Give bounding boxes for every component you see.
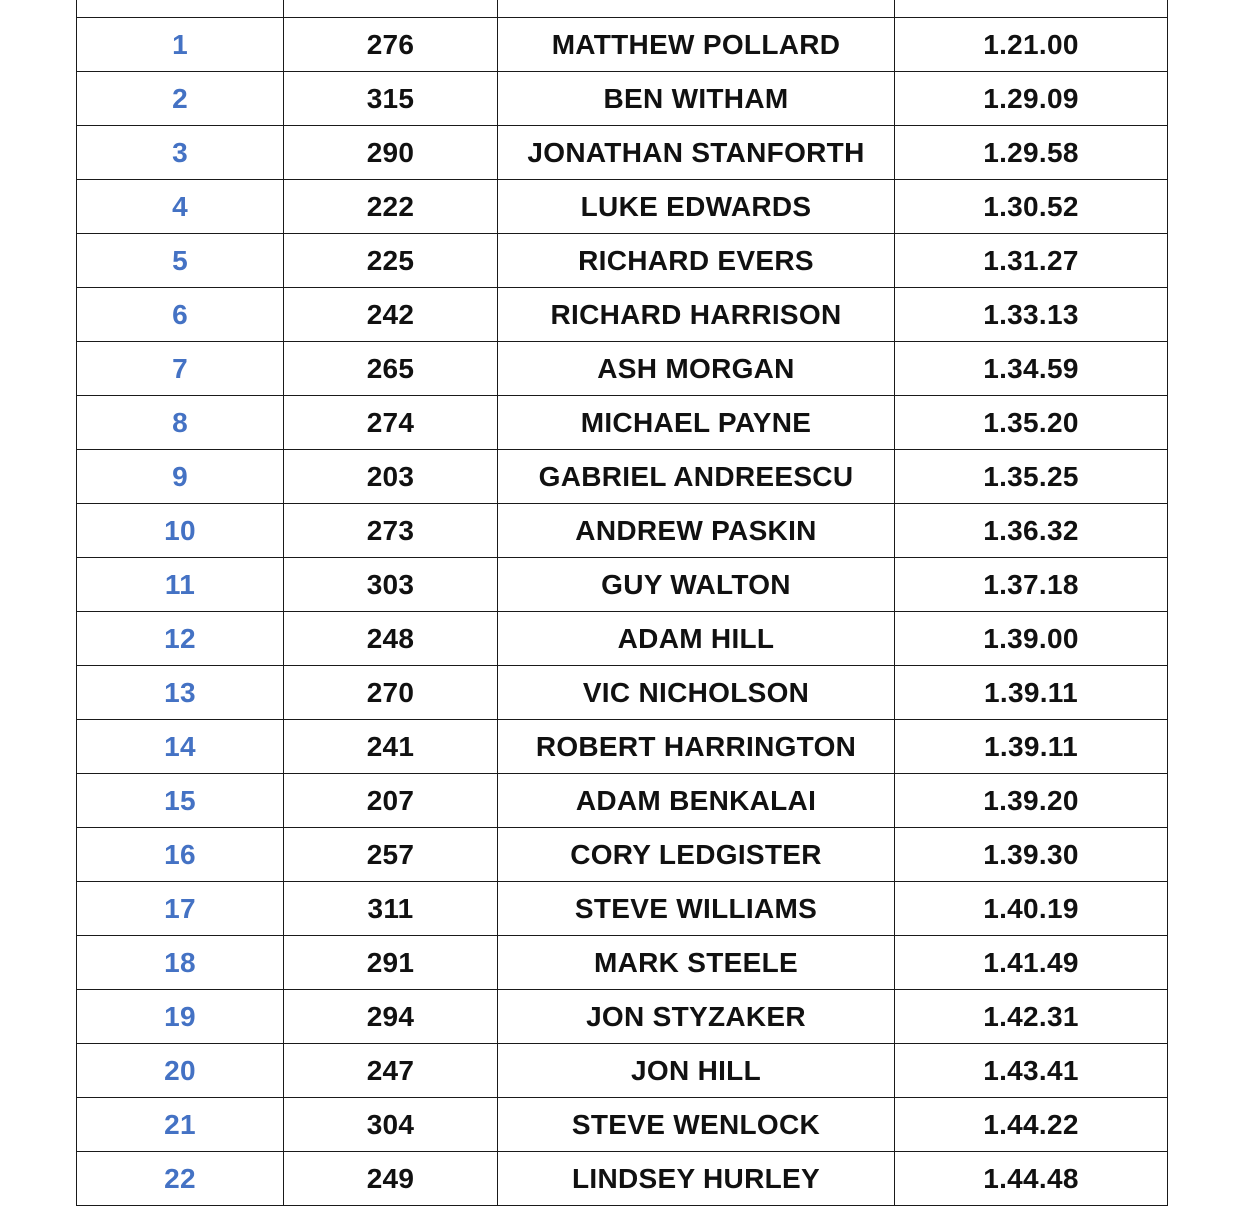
finish-time-cell: 1.44.48 bbox=[895, 1152, 1168, 1206]
runner-name-cell: MATTHEW POLLARD bbox=[498, 18, 895, 72]
position-cell: 4 bbox=[77, 180, 284, 234]
bib-number-cell: 225 bbox=[284, 234, 498, 288]
bib-number-cell: 294 bbox=[284, 990, 498, 1044]
table-row bbox=[77, 234, 1168, 288]
table-row bbox=[77, 72, 1168, 126]
table-row-partial-header bbox=[77, 0, 1168, 18]
bib-number-cell: 242 bbox=[284, 288, 498, 342]
runner-name-cell: CORY LEDGISTER bbox=[498, 828, 895, 882]
bib-number-cell: 241 bbox=[284, 720, 498, 774]
bib-number-cell: 222 bbox=[284, 180, 498, 234]
position-cell: 1 bbox=[77, 18, 284, 72]
bib-number-cell: 207 bbox=[284, 774, 498, 828]
bib-number-cell: 311 bbox=[284, 882, 498, 936]
finish-time-cell: 1.44.22 bbox=[895, 1098, 1168, 1152]
finish-time-cell: 1.39.11 bbox=[895, 720, 1168, 774]
bib-number-cell: 203 bbox=[284, 450, 498, 504]
position-cell: 14 bbox=[77, 720, 284, 774]
bib-number-cell: 276 bbox=[284, 18, 498, 72]
bib-number-cell: 315 bbox=[284, 72, 498, 126]
finish-time-cell: 1.39.30 bbox=[895, 828, 1168, 882]
finish-time-cell: 1.37.18 bbox=[895, 558, 1168, 612]
table-row bbox=[77, 126, 1168, 180]
runner-name-cell: MICHAEL PAYNE bbox=[498, 396, 895, 450]
position-cell: 3 bbox=[77, 126, 284, 180]
finish-time-cell: 1.29.09 bbox=[895, 72, 1168, 126]
table-row bbox=[77, 828, 1168, 882]
partial-cell bbox=[895, 0, 1168, 18]
runner-name-cell: STEVE WILLIAMS bbox=[498, 882, 895, 936]
table-row bbox=[77, 18, 1168, 72]
runner-name-cell: ROBERT HARRINGTON bbox=[498, 720, 895, 774]
runner-name-cell: ASH MORGAN bbox=[498, 342, 895, 396]
runner-name-cell: LUKE EDWARDS bbox=[498, 180, 895, 234]
finish-time-cell: 1.36.32 bbox=[895, 504, 1168, 558]
table-row bbox=[77, 504, 1168, 558]
runner-name-cell: RICHARD HARRISON bbox=[498, 288, 895, 342]
table-row bbox=[77, 558, 1168, 612]
finish-time-cell: 1.33.13 bbox=[895, 288, 1168, 342]
runner-name-cell: STEVE WENLOCK bbox=[498, 1098, 895, 1152]
table-row bbox=[77, 1152, 1168, 1206]
position-cell: 22 bbox=[77, 1152, 284, 1206]
finish-time-cell: 1.34.59 bbox=[895, 342, 1168, 396]
table-row bbox=[77, 774, 1168, 828]
bib-number-cell: 274 bbox=[284, 396, 498, 450]
bib-number-cell: 247 bbox=[284, 1044, 498, 1098]
table-row bbox=[77, 666, 1168, 720]
runner-name-cell: GABRIEL ANDREESCU bbox=[498, 450, 895, 504]
position-cell: 17 bbox=[77, 882, 284, 936]
table-row bbox=[77, 990, 1168, 1044]
bib-number-cell: 270 bbox=[284, 666, 498, 720]
bib-number-cell: 257 bbox=[284, 828, 498, 882]
finish-time-cell: 1.35.25 bbox=[895, 450, 1168, 504]
position-cell: 21 bbox=[77, 1098, 284, 1152]
runner-name-cell: ADAM BENKALAI bbox=[498, 774, 895, 828]
finish-time-cell: 1.30.52 bbox=[895, 180, 1168, 234]
runner-name-cell: MARK STEELE bbox=[498, 936, 895, 990]
table-row bbox=[77, 450, 1168, 504]
finish-time-cell: 1.39.00 bbox=[895, 612, 1168, 666]
position-cell: 18 bbox=[77, 936, 284, 990]
table-row bbox=[77, 720, 1168, 774]
bib-number-cell: 291 bbox=[284, 936, 498, 990]
results-table bbox=[76, 0, 1168, 1206]
table-row bbox=[77, 936, 1168, 990]
runner-name-cell: LINDSEY HURLEY bbox=[498, 1152, 895, 1206]
finish-time-cell: 1.42.31 bbox=[895, 990, 1168, 1044]
runner-name-cell: BEN WITHAM bbox=[498, 72, 895, 126]
table-row bbox=[77, 1098, 1168, 1152]
runner-name-cell: VIC NICHOLSON bbox=[498, 666, 895, 720]
finish-time-cell: 1.21.00 bbox=[895, 18, 1168, 72]
bib-number-cell: 304 bbox=[284, 1098, 498, 1152]
table-row bbox=[77, 882, 1168, 936]
runner-name-cell: JON STYZAKER bbox=[498, 990, 895, 1044]
finish-time-cell: 1.31.27 bbox=[895, 234, 1168, 288]
bib-number-cell: 249 bbox=[284, 1152, 498, 1206]
position-cell: 16 bbox=[77, 828, 284, 882]
runner-name-cell: RICHARD EVERS bbox=[498, 234, 895, 288]
finish-time-cell: 1.39.11 bbox=[895, 666, 1168, 720]
finish-time-cell: 1.39.20 bbox=[895, 774, 1168, 828]
runner-name-cell: GUY WALTON bbox=[498, 558, 895, 612]
position-cell: 8 bbox=[77, 396, 284, 450]
finish-time-cell: 1.29.58 bbox=[895, 126, 1168, 180]
bib-number-cell: 265 bbox=[284, 342, 498, 396]
position-cell: 7 bbox=[77, 342, 284, 396]
runner-name-cell: ADAM HILL bbox=[498, 612, 895, 666]
position-cell: 11 bbox=[77, 558, 284, 612]
position-cell: 12 bbox=[77, 612, 284, 666]
results-table-body bbox=[77, 0, 1168, 1206]
table-row bbox=[77, 288, 1168, 342]
position-cell: 2 bbox=[77, 72, 284, 126]
position-cell: 13 bbox=[77, 666, 284, 720]
bib-number-cell: 273 bbox=[284, 504, 498, 558]
table-row bbox=[77, 396, 1168, 450]
table-row bbox=[77, 612, 1168, 666]
position-cell: 20 bbox=[77, 1044, 284, 1098]
position-cell: 15 bbox=[77, 774, 284, 828]
finish-time-cell: 1.41.49 bbox=[895, 936, 1168, 990]
partial-cell bbox=[77, 0, 284, 18]
finish-time-cell: 1.43.41 bbox=[895, 1044, 1168, 1098]
table-row bbox=[77, 180, 1168, 234]
partial-cell bbox=[284, 0, 498, 18]
position-cell: 6 bbox=[77, 288, 284, 342]
finish-time-cell: 1.35.20 bbox=[895, 396, 1168, 450]
runner-name-cell: JON HILL bbox=[498, 1044, 895, 1098]
bib-number-cell: 303 bbox=[284, 558, 498, 612]
bib-number-cell: 248 bbox=[284, 612, 498, 666]
position-cell: 9 bbox=[77, 450, 284, 504]
position-cell: 19 bbox=[77, 990, 284, 1044]
bib-number-cell: 290 bbox=[284, 126, 498, 180]
finish-time-cell: 1.40.19 bbox=[895, 882, 1168, 936]
position-cell: 10 bbox=[77, 504, 284, 558]
runner-name-cell: ANDREW PASKIN bbox=[498, 504, 895, 558]
partial-cell bbox=[498, 0, 895, 18]
runner-name-cell: JONATHAN STANFORTH bbox=[498, 126, 895, 180]
position-cell: 5 bbox=[77, 234, 284, 288]
table-row bbox=[77, 1044, 1168, 1098]
table-row bbox=[77, 342, 1168, 396]
